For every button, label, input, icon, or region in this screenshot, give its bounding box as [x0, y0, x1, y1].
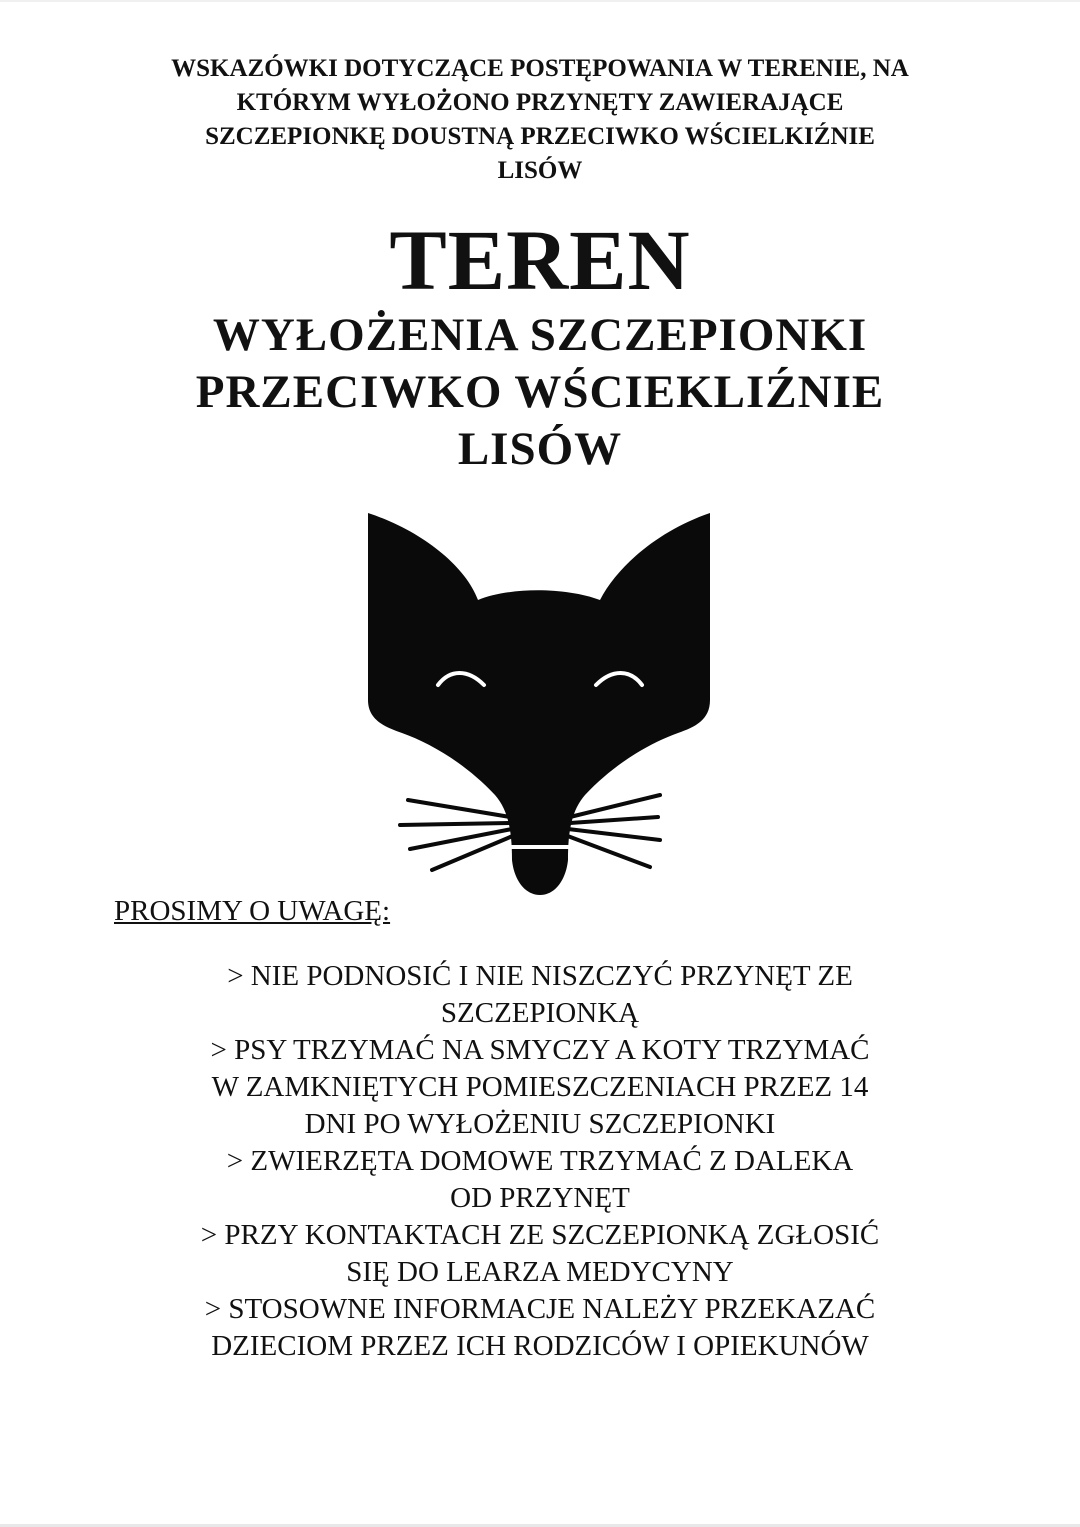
instruction-line: SIĘ DO LEARZA MEDYCYNY	[346, 1256, 734, 1288]
fox-head-icon	[360, 505, 720, 900]
instructions-list	[60, 958, 1020, 1365]
instruction-line: > STOSOWNE INFORMACJE NALEŻY PRZEKAZAĆ	[204, 1293, 876, 1325]
list-item	[60, 1291, 1020, 1365]
document-header	[60, 52, 1020, 188]
list-item	[60, 958, 1020, 1032]
subtitle-line: PRZECIWKO WŚCIEKLIŹNIE	[195, 366, 885, 418]
header-line: KTÓRYM WYŁOŻONO PRZYNĘTY ZAWIERAJĄCE	[236, 89, 844, 116]
subtitle-line: LISÓW	[457, 423, 623, 475]
notice-heading: PROSIMY O UWAGĘ:	[114, 895, 391, 927]
list-item	[60, 1143, 1020, 1217]
instruction-line: DNI PO WYŁOŻENIU SZCZEPIONKI	[304, 1108, 776, 1140]
header-line: LISÓW	[497, 157, 583, 184]
instruction-line: SZCZEPIONKĄ	[440, 997, 640, 1029]
instruction-line: OD PRZYNĘT	[450, 1182, 630, 1214]
instruction-line: > PSY TRZYMAĆ NA SMYCZY A KOTY TRZYMAĆ	[210, 1034, 870, 1066]
instruction-line: > ZWIERZĘTA DOMOWE TRZYMAĆ Z DALEKA	[226, 1145, 854, 1177]
left-whiskers	[400, 800, 515, 870]
scan-edge-top	[0, 0, 1080, 2]
instruction-line: W ZAMKNIĘTYCH POMIESZCZENIACH PRZEZ 14	[211, 1071, 869, 1103]
list-item	[60, 1217, 1020, 1291]
header-line: WSKAZÓWKI DOTYCZĄCE POSTĘPOWANIA W TERENIE, NA	[171, 55, 909, 82]
instruction-line: DZIECIOM PRZEZ ICH RODZICÓW I OPIEKUNÓW	[211, 1330, 869, 1362]
page-title: TEREN	[389, 212, 691, 308]
instruction-line: > PRZY KONTAKTACH ZE SZCZEPIONKĄ ZGŁOSIĆ	[200, 1219, 880, 1251]
instruction-line: > NIE PODNOSIĆ I NIE NISZCZYĆ PRZYNĘT ZE	[227, 960, 853, 992]
fox-head-silhouette	[368, 513, 710, 895]
subtitle-line: WYŁOŻENIA SZCZEPIONKI	[212, 309, 868, 361]
page-subtitle	[60, 307, 1020, 478]
right-whiskers	[565, 795, 660, 867]
list-item	[60, 1032, 1020, 1143]
header-line: SZCZEPIONKĘ DOUSTNĄ PRZECIWKO WŚCIELKIŹNIE	[205, 123, 875, 150]
